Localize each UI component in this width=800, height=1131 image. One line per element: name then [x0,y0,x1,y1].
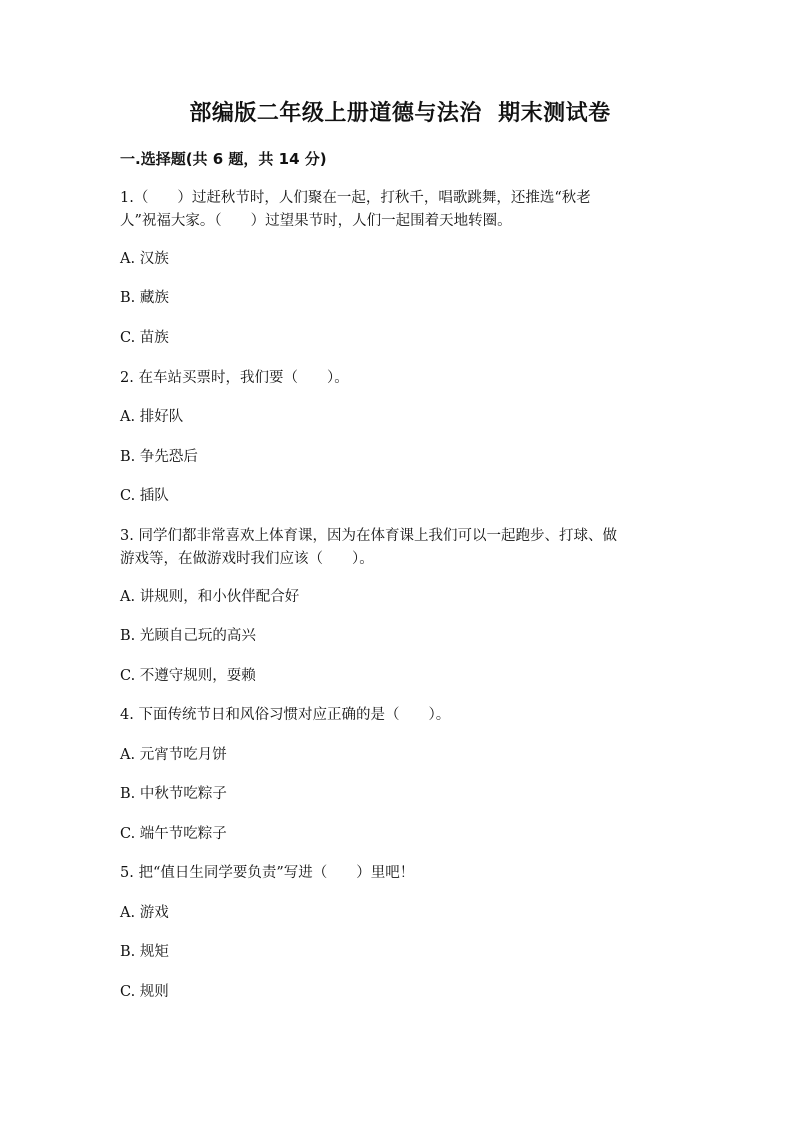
question-1-option-c: C. 苗族 [120,330,169,346]
question-2-option-c: C. 插队 [120,488,169,504]
question-5-option-b: B. 规矩 [120,944,169,960]
question-4-option-b: B. 中秋节吃粽子 [120,786,227,802]
question-3-stem-line-1: 3. 同学们都非常喜欢上体育课，因为在体育课上我们可以一起跑步、打球、做 [120,528,617,544]
question-3-option-c: C. 不遵守规则，耍赖 [120,668,256,684]
question-1-stem-line-2: 人”祝福大家。（ ）过望果节时，人们一起围着天地转圈。 [120,213,512,229]
question-3-option-b: B. 光顾自己玩的高兴 [120,628,256,644]
question-3-option-a: A. 讲规则，和小伙伴配合好 [120,589,300,605]
question-1-option-b: B. 藏族 [120,290,169,306]
question-4-option-a: A. 元宵节吃月饼 [120,747,227,763]
question-5-option-a: A. 游戏 [120,905,169,921]
question-2-stem-line-1: 2. 在车站买票时，我们要（ ）。 [120,370,349,386]
section-heading: 一.选择题(共 6 题，共 14 分) [120,150,327,168]
question-2-option-b: B. 争先恐后 [120,449,198,465]
question-5-option-c: C. 规则 [120,984,169,1000]
question-1-option-a: A. 汉族 [120,251,169,267]
question-1-stem-line-1: 1.（ ）过赶秋节时，人们聚在一起，打秋千，唱歌跳舞，还推选“秋老 [120,190,591,206]
question-5-stem-line-1: 5. 把“值日生同学要负责”写进（ ）里吧！ [120,865,415,881]
question-4-stem-line-1: 4. 下面传统节日和风俗习惯对应正确的是（ ）。 [120,707,451,723]
question-4-option-c: C. 端午节吃粽子 [120,826,227,842]
question-3-stem-line-2: 游戏等，在做游戏时我们应该（ ）。 [120,551,374,567]
page-title: 部编版二年级上册道德与法治 期末测试卷 [189,101,611,126]
question-2-option-a: A. 排好队 [120,409,184,425]
